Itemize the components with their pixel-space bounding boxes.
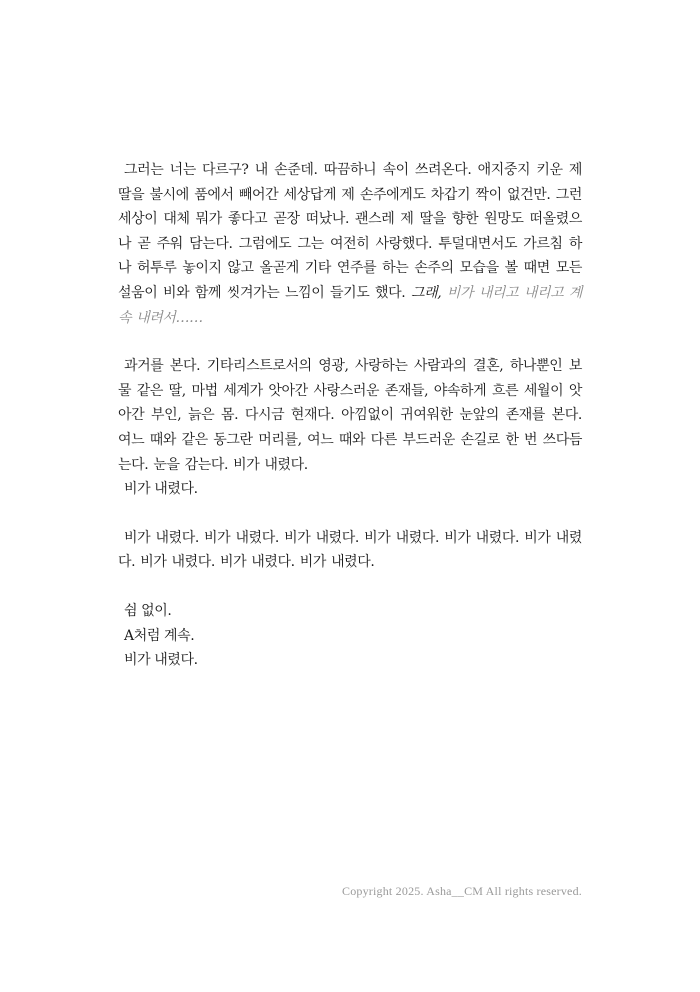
- paragraph-4-line-3: 비가 내렸다.: [124, 652, 198, 669]
- document-body: [118, 158, 582, 673]
- paragraph-2-line: 비가 내렸다.: [124, 481, 198, 498]
- spacer: [118, 575, 582, 599]
- paragraph-1-italic: 그래,: [410, 284, 442, 301]
- paragraph-3: 비가 내렸다. 비가 내렸다. 비가 내렸다. 비가 내렸다. 비가 내렸다. 비가 내렸다. 비가 내렸다. 비가 내렸다. 비가 내렸다.: [118, 529, 582, 571]
- copyright-footer: Copyright 2025. Asha__CM All rights reserved.: [342, 884, 582, 898]
- spacer: [118, 502, 582, 526]
- spacer: [118, 330, 582, 354]
- paragraph-2: 과거를 본다. 기타리스트로서의 영광, 사랑하는 사람과의 결혼, 하나뿐인 보물 같은 딸, 마법 세계가 앗아간 사랑스러운 존재들, 야속하게 흐른 세월이 앗아간 부인, 늙은 몸. 다시금 현재다. 아낌없이 귀여워한 눈앞의 존재를 본다. 여느 때와 같은 동그란 머리를, 여느 때와 다른 부드러운 손길로 한 번 쓰다듬는다. 눈을 감는다. 비가 내렸다.: [118, 358, 582, 473]
- paragraph-1-text: 그러는 너는 다르구? 내 손준데. 따끔하니 속이 쓰려온다. 애지중지 키운 제 딸을 불시에 품에서 빼어간 세상답게 제 손주에게도 차갑기 짝이 없건만. 그런 세상이 대체 뭐가 좋다고 곧장 떠났나. 괜스레 제 딸을 향한 원망도 떠올렸으나 곧 주워 담는다. 그럼에도 그는 여전히 사랑했다. 투덜대면서도 가르침 하나 허투루 놓이지 않고 올곧게 기타 연주를 하는 손주의 모습을 볼 때면 모든 설움이 비와 함께 씻겨가는 느낌이 들기도 했다.: [118, 162, 582, 301]
- paragraph-1-gray-italic: 비가 내리고 내리고 계속 내려서……: [118, 284, 582, 326]
- paragraph-4-line-2: A처럼 계속.: [124, 627, 195, 644]
- paragraph-1: [118, 158, 582, 330]
- paragraph-4-line-1: 쉼 없이.: [124, 602, 172, 619]
